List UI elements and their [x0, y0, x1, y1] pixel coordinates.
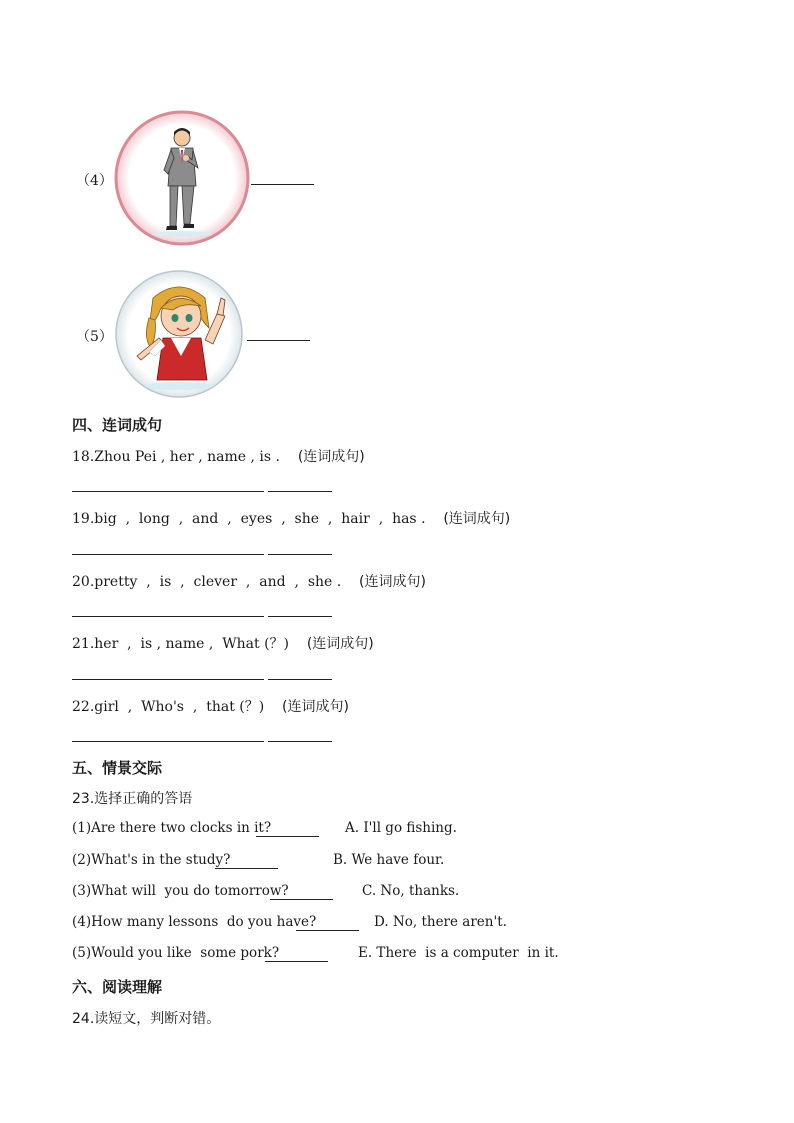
answer-21-line-long[interactable]	[72, 679, 264, 680]
question-21-text: 21.her , is , name , What (？)	[72, 636, 289, 652]
question-20-tag: (连词成句)	[359, 574, 426, 590]
dialog-question-3: (3)What will you do tomorrow?	[72, 883, 289, 899]
question-18-tag: (连词成句)	[297, 449, 365, 465]
answer-18-line-long[interactable]	[72, 491, 264, 492]
question-22	[72, 696, 349, 716]
dialog-answer-line-1[interactable]	[256, 836, 319, 837]
answer-19-line-short[interactable]	[268, 554, 332, 555]
question-24-instruction	[72, 1008, 220, 1028]
dialog-option-a: A. I'll go fishing.	[345, 820, 457, 836]
item-4-number: （4）	[76, 173, 113, 189]
question-19-tag: (连词成句)	[443, 511, 511, 527]
dialog-option-e: E. There is a computer in it.	[358, 945, 559, 961]
dialog-answer-line-4[interactable]	[296, 930, 359, 931]
section-4-title: 四、连词成句	[72, 416, 163, 434]
dialog-question-1: (1)Are there two clocks in it?	[72, 820, 272, 836]
answer-22-line-short[interactable]	[268, 741, 332, 742]
question-20-text: 20.pretty , is , clever , and , she .	[72, 574, 342, 590]
question-19-text: 19.big , long , and , eyes , she , hair , has .	[72, 511, 426, 527]
section-6-title: 六、阅读理解	[72, 978, 163, 996]
answer-19-line-long[interactable]	[72, 554, 264, 555]
question-24-text: 24.读短文，判断对错。	[72, 1011, 221, 1027]
dialog-question-4: (4)How many lessons do you have?	[72, 914, 317, 930]
dialog-question-5: (5)Would you like some pork?	[72, 945, 280, 961]
question-18	[72, 446, 365, 466]
question-22-text: 22.girl , Who's , that (？)	[72, 699, 265, 715]
answer-22-line-long[interactable]	[72, 741, 264, 742]
dialog-option-c: C. No, thanks.	[362, 883, 460, 899]
businessman-illustration	[112, 108, 252, 248]
dialog-answer-line-5[interactable]	[265, 961, 328, 962]
dialog-option-d: D. No, there aren't.	[374, 914, 507, 930]
dialog-answer-line-3[interactable]	[270, 899, 333, 900]
question-21	[72, 633, 374, 653]
item-5-number: （5）	[76, 329, 113, 345]
answer-20-line-short[interactable]	[268, 616, 332, 617]
section-5-title: 五、情景交际	[72, 759, 163, 777]
answer-18-line-short[interactable]	[268, 491, 332, 492]
question-21-tag: (连词成句)	[306, 636, 374, 652]
question-18-text: 18.Zhou Pei , her , name , is .	[72, 449, 280, 465]
girl-illustration	[113, 268, 245, 400]
answer-20-line-long[interactable]	[72, 616, 264, 617]
dialog-question-2: (2)What's in the study?	[72, 852, 231, 868]
item-4-answer-line[interactable]	[251, 184, 314, 185]
question-20	[72, 571, 426, 591]
dialog-option-b: B. We have four.	[333, 852, 445, 868]
question-22-tag: (连词成句)	[282, 699, 349, 715]
question-19	[72, 508, 510, 528]
item-5-answer-line[interactable]	[247, 340, 310, 341]
question-23-instruction	[72, 788, 192, 808]
answer-21-line-short[interactable]	[268, 679, 332, 680]
question-23-text: 23.选择正确的答语	[72, 791, 193, 807]
dialog-answer-line-2[interactable]	[215, 868, 278, 869]
